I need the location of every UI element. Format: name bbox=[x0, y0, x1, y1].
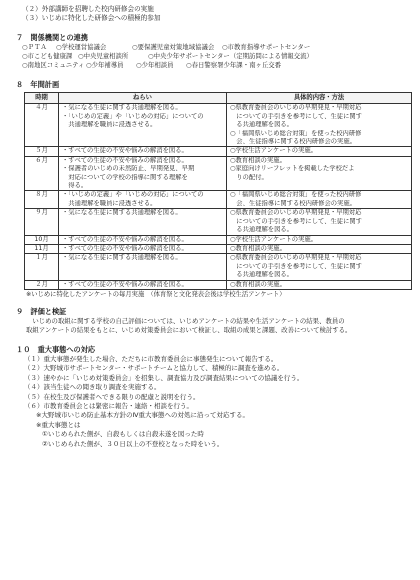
plan-content-line: ○県教育委員会のいじめの早期発見・早期対応 bbox=[230, 254, 362, 262]
org-item: ○少年相談員 bbox=[136, 61, 174, 69]
list-note: ※重大事態とは bbox=[36, 420, 81, 429]
plan-month: 10月 bbox=[25, 235, 59, 244]
plan-content-line: 会、生徒指導に関する校内研修会の実施。 bbox=[230, 138, 356, 146]
plan-aim-line: 共通理解を職員に浸透させる。 bbox=[62, 121, 157, 129]
list-note: ※大野城市いじめ防止基本方針のⅣ重大事態への対処に沿って対応する。 bbox=[36, 411, 249, 420]
table-row bbox=[25, 191, 412, 209]
table-row bbox=[25, 209, 412, 235]
plan-content-line: 会、生徒指導に関する校内研修会の実施。 bbox=[230, 199, 356, 207]
header-content: 具体的内容・方法 bbox=[227, 93, 412, 104]
table-row bbox=[25, 156, 412, 191]
plan-aim-line: ・「いじめの定義」や「いじめの対応」についての bbox=[62, 191, 204, 199]
table-note: ※いじめに特化したアンケートの毎月実施 （体育祭と文化発表会後は学校生活アンケート） bbox=[26, 290, 286, 298]
org-item: ○中央少年サポートセンター（定期訪問による情報交流） bbox=[148, 52, 313, 60]
plan-content bbox=[227, 209, 412, 235]
plan-month: ５月 bbox=[25, 147, 59, 156]
plan-aim-line: 対応についての学校の指導に関する理解を bbox=[62, 173, 188, 181]
plan-aim bbox=[59, 244, 227, 253]
plan-content bbox=[227, 235, 412, 244]
list-item: （６）市教育委員会とは緊密に報告・連絡・相談を行う。 bbox=[24, 401, 193, 410]
plan-aim-line: 得る。 bbox=[62, 182, 88, 190]
org-row-3 bbox=[16, 61, 410, 70]
list-subnote: ①いじめられた側が、自殺もしくは自殺未遂を図った時 bbox=[42, 430, 204, 439]
org-item: ○南地区コミュニティ bbox=[22, 61, 85, 69]
plan-month: 11月 bbox=[25, 244, 59, 253]
plan-content-line: る共通理解を図る。 bbox=[230, 271, 293, 279]
plan-aim bbox=[59, 156, 227, 191]
plan-month: ４月 bbox=[25, 104, 59, 147]
plan-content bbox=[227, 104, 412, 147]
org-row-2 bbox=[16, 52, 410, 61]
plan-content-line: ○教育相談の実施。 bbox=[230, 244, 286, 252]
plan-content-line: ○県教育委員会のいじめの早期発見・早期対応 bbox=[230, 104, 362, 112]
plan-aim-line: ・気になる生徒に関する共通理解を図る。 bbox=[62, 209, 182, 217]
plan-aim-line bbox=[62, 263, 223, 271]
plan-content-line: る共通理解を図る。 bbox=[230, 121, 293, 129]
plan-content-line: についての手引きを参考にして、生徒に関す bbox=[230, 217, 362, 225]
org-item: ○要保護児童対策地域協議会 bbox=[132, 43, 215, 51]
plan-content-line: りの配付。 bbox=[230, 173, 268, 181]
plan-content bbox=[227, 147, 412, 156]
header-aim: ねらい bbox=[59, 93, 227, 104]
plan-aim-line bbox=[62, 271, 223, 279]
plan-month: ８月 bbox=[25, 191, 59, 209]
plan-content-line: についての手引きを参考にして、生徒に関す bbox=[230, 262, 362, 270]
table-body bbox=[25, 104, 412, 290]
org-item: ○市教育指導サポートセンター bbox=[222, 43, 311, 51]
list-item: （４）該当生徒への聞き取り調査を実施する。 bbox=[24, 383, 161, 392]
serious-case-list bbox=[16, 355, 410, 449]
annual-plan-table bbox=[24, 92, 412, 290]
plan-content-line: ○「福岡県いじめ総合対策」を使った校内研修 bbox=[230, 191, 362, 199]
plan-aim bbox=[59, 104, 227, 147]
plan-aim-line: ・すべての生徒の不安や悩みの解消を図る。 bbox=[62, 156, 188, 164]
plan-aim-line: ・気になる生徒に関する共通理解を図る。 bbox=[62, 104, 182, 112]
plan-month: ９月 bbox=[25, 209, 59, 235]
plan-content bbox=[227, 244, 412, 253]
plan-aim-line: ・すべての生徒の不安や悩みの解消を図る。 bbox=[62, 147, 188, 155]
plan-content-line bbox=[230, 182, 408, 190]
plan-aim bbox=[59, 254, 227, 280]
plan-aim bbox=[59, 147, 227, 156]
org-item: ○少年補導員 bbox=[86, 61, 124, 69]
plan-content-line: る共通理解を図る。 bbox=[230, 226, 293, 234]
plan-aim-line bbox=[62, 218, 223, 226]
plan-aim-line: ・すべての生徒の不安や悩みの解消を図る。 bbox=[62, 235, 188, 243]
intro-line: （３）いじめに特化した研修会への積極的参加 bbox=[22, 14, 161, 22]
plan-aim-line: ・すべての生徒の不安や悩みの解消を図る。 bbox=[62, 244, 188, 252]
plan-aim bbox=[59, 209, 227, 235]
org-row-1 bbox=[16, 43, 410, 52]
list-item: （１）重大事態が発生した場合、ただちに市教育委員会に事態発生について報告する。 bbox=[24, 354, 278, 363]
org-item: ○中央児童相談所 bbox=[78, 52, 129, 60]
list-item: （２）大野城市サポートセンター・サポートチームと協力して、積極的に調査を進める。 bbox=[24, 364, 284, 373]
list-item: （５）在校生及び保護者へできる限りの配慮と説明を行う。 bbox=[24, 392, 200, 401]
plan-content-line: ○学校生活アンケートの実施。 bbox=[230, 147, 317, 155]
plan-content-line: ○学校生活アンケートの実施。 bbox=[230, 235, 317, 243]
plan-content bbox=[227, 156, 412, 191]
list-subnote: ②いじめられた側が、３０日以上の不登校となった時をいう。 bbox=[42, 439, 224, 448]
org-item: ○ＰＴＡ bbox=[22, 43, 47, 51]
plan-content bbox=[227, 280, 412, 289]
section-9-heading: ９ 評価と検証 bbox=[16, 306, 67, 316]
plan-month: １月 bbox=[25, 254, 59, 280]
plan-aim-line: ・気になる生徒に関する共通理解を図る。 bbox=[62, 254, 182, 262]
section-10-heading: １０ 重大事態への対応 bbox=[16, 344, 96, 354]
table-row bbox=[25, 147, 412, 156]
intro-block bbox=[16, 5, 410, 23]
plan-aim-line: ・すべての生徒の不安や悩みの解消を図る。 bbox=[62, 280, 188, 288]
org-item: ○市こども健康課 bbox=[22, 52, 73, 60]
org-item: ○春日警察署少年課・南ヶ丘交番 bbox=[186, 61, 282, 69]
section-8-heading: ８ 年間計画 bbox=[16, 80, 60, 89]
plan-month: ６月 bbox=[25, 156, 59, 191]
table-row bbox=[25, 280, 412, 289]
intro-line: （２）外部講師を招聘した校内研修会の実施 bbox=[22, 5, 154, 13]
table-row bbox=[25, 244, 412, 253]
plan-aim-line: 共通理解を職員に浸透させる。 bbox=[62, 199, 157, 207]
header-period: 時期 bbox=[25, 93, 59, 104]
table-row bbox=[25, 104, 412, 147]
plan-content-line: についての手引きを参考にして、生徒に関す bbox=[230, 112, 362, 120]
plan-aim-line: ・「いじめの定義」や「いじめの対応」についての bbox=[62, 112, 204, 120]
evaluation-line: 取組アンケートの結果をもとに、いじめ対策委員会において検証し、取組の成果と課題、改善について検討する。 bbox=[26, 325, 352, 334]
plan-content-line: ○県教育委員会のいじめの早期発見・早期対応 bbox=[230, 209, 362, 217]
evaluation-line: いじめの取組に関する学校の自己評価については、いじめアンケートの結果や生活アンケートの結果、教員の bbox=[26, 316, 345, 325]
plan-aim-line bbox=[62, 226, 223, 234]
plan-content-line: ○教育相談の実施。 bbox=[230, 156, 286, 164]
plan-aim bbox=[59, 235, 227, 244]
table-row bbox=[25, 254, 412, 280]
plan-month: ２月 bbox=[25, 280, 59, 289]
org-item: ○学校運営協議会 bbox=[56, 43, 107, 51]
table-row bbox=[25, 235, 412, 244]
plan-content-line: ○家庭向けリーフレットを掲載した学校だよ bbox=[230, 165, 355, 173]
list-item: （３）速やかに「いじめ対策委員会」を招集し、調査協力及び調査結果についての協議を行う。 bbox=[24, 373, 304, 382]
section-7-heading: ７ 関係機関との連携 bbox=[16, 33, 88, 42]
plan-aim bbox=[59, 280, 227, 289]
table-header-row bbox=[25, 93, 412, 104]
plan-content bbox=[227, 254, 412, 280]
plan-content bbox=[227, 191, 412, 209]
plan-content-line: ○教育相談の実施。 bbox=[230, 280, 286, 288]
plan-aim bbox=[59, 191, 227, 209]
plan-aim-line: ・保護者のいじめの未然防止、早期発見、早期 bbox=[62, 165, 195, 173]
plan-content-line: ○「福岡県いじめ総合対策」を使った校内研修 bbox=[230, 129, 362, 137]
